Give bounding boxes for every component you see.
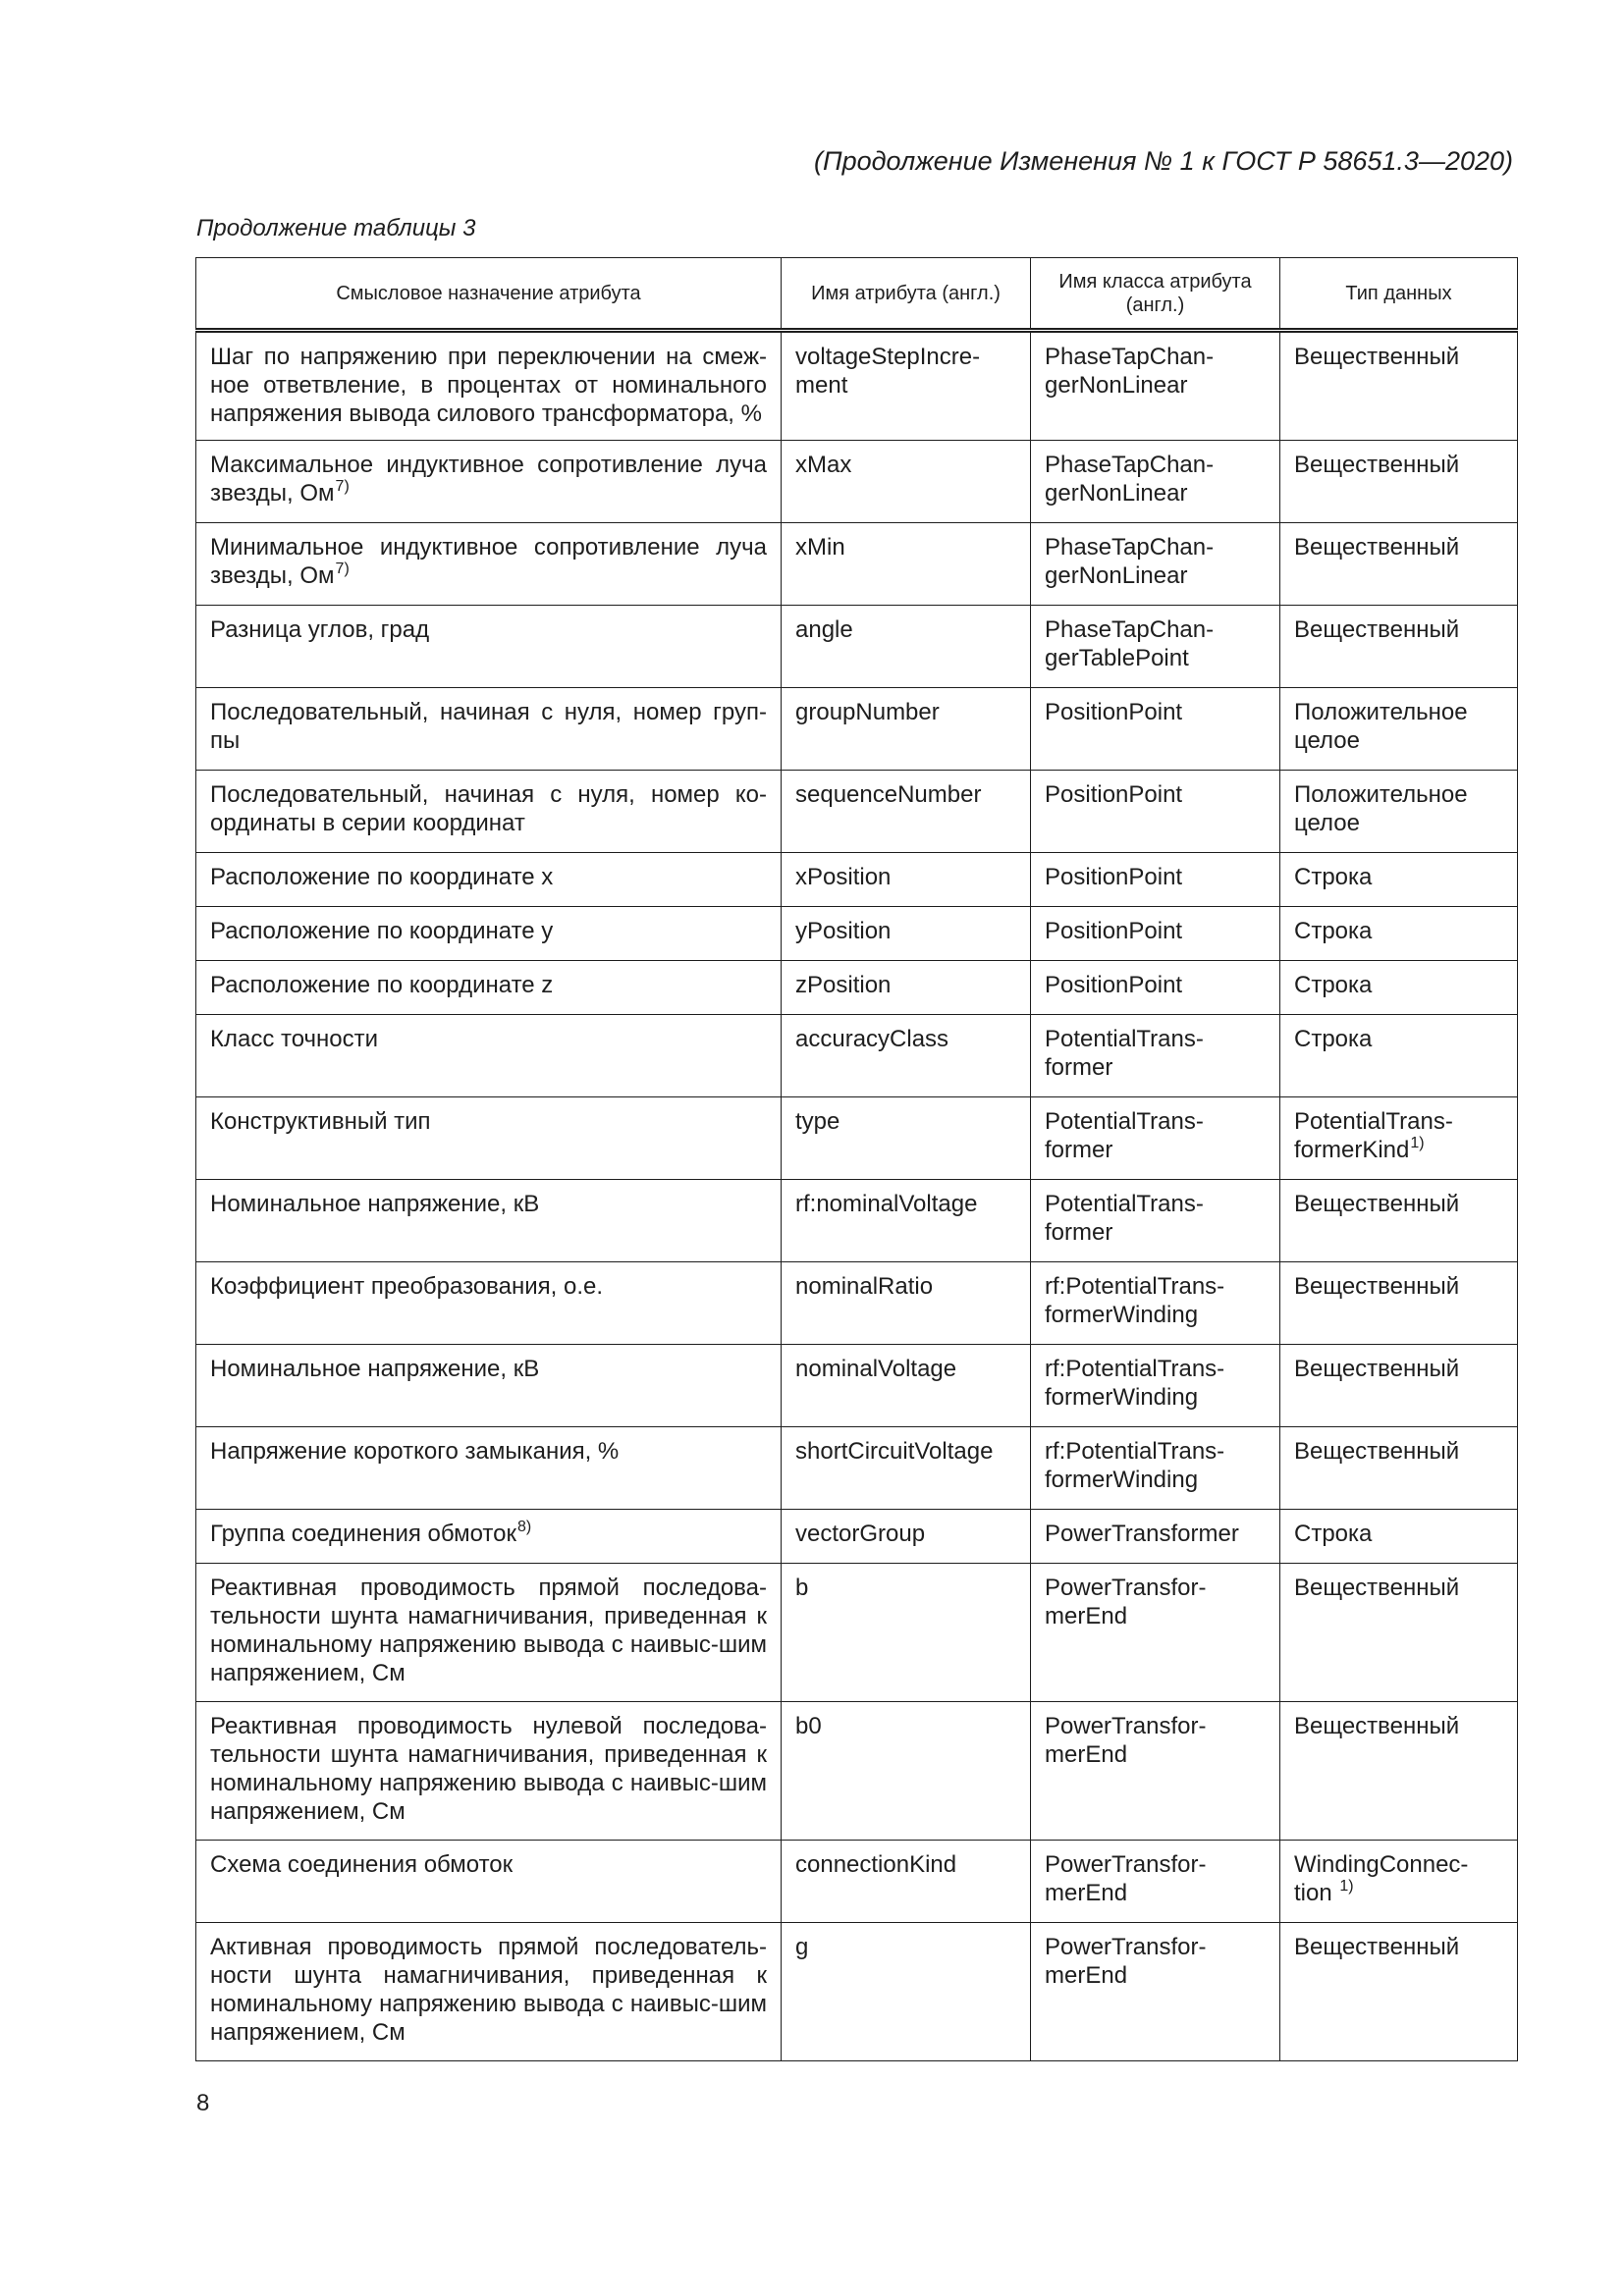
cell-attribute-class: [1031, 907, 1280, 961]
cell-description-text: Расположение по координате y: [210, 918, 554, 944]
cell-attribute-class-text: PotentialTrans-former: [1045, 1108, 1204, 1163]
cell-attribute-name-text: xMin: [795, 534, 845, 561]
cell-attribute-class: [1031, 1564, 1280, 1702]
table-row: [196, 688, 1518, 771]
table-row: [196, 441, 1518, 523]
cell-data-type: [1280, 1923, 1518, 2061]
cell-data-type-text: Вещественный: [1294, 1575, 1460, 1601]
column-header-attribute-name: Имя атрибута (англ.): [782, 258, 1031, 331]
cell-attribute-class-text: PowerTransformer: [1045, 1521, 1239, 1547]
column-header-description: Смысловое назначение атрибута: [196, 258, 782, 331]
table-row: [196, 523, 1518, 606]
cell-attribute-name: [782, 1923, 1031, 2061]
cell-data-type: [1280, 907, 1518, 961]
table-body: [196, 331, 1518, 2061]
cell-description-text: Номинальное напряжение, кВ: [210, 1191, 540, 1217]
footnote-marker: 8): [516, 1519, 532, 1535]
cell-attribute-name-text: accuracyClass: [795, 1026, 949, 1052]
cell-attribute-name: [782, 606, 1031, 688]
cell-attribute-class-text: PotentialTrans-former: [1045, 1026, 1204, 1081]
cell-description: [196, 1180, 782, 1262]
cell-description-text: Конструктивный тип: [210, 1108, 431, 1135]
cell-attribute-class: [1031, 523, 1280, 606]
cell-attribute-class-text: PowerTransfor-merEnd: [1045, 1713, 1207, 1768]
attributes-table: [195, 257, 1518, 2061]
table-row: [196, 961, 1518, 1015]
cell-description: [196, 1262, 782, 1345]
cell-attribute-name-text: type: [795, 1108, 840, 1135]
cell-description: [196, 1510, 782, 1564]
footnote-marker: 1): [1339, 1878, 1354, 1895]
cell-attribute-class: [1031, 1097, 1280, 1180]
cell-attribute-name: [782, 1180, 1031, 1262]
cell-attribute-name-text: groupNumber: [795, 699, 940, 725]
cell-attribute-name: [782, 1427, 1031, 1510]
cell-attribute-name-text: connectionKind: [795, 1851, 957, 1878]
cell-attribute-name: [782, 1564, 1031, 1702]
footnote-marker: 7): [335, 478, 350, 495]
cell-description-text: Класс точности: [210, 1026, 379, 1052]
cell-data-type: [1280, 1427, 1518, 1510]
cell-description-text: Реактивная проводимость прямой последова-тельности шунта намагничивания, приведенная к номинальному напряжению вывода с наивыс-шим напряжением, См: [210, 1575, 767, 1686]
table-row: [196, 907, 1518, 961]
cell-data-type-text: Положительное целое: [1294, 699, 1468, 754]
cell-data-type-text: PotentialTrans-formerKind: [1294, 1108, 1453, 1163]
cell-description: [196, 1097, 782, 1180]
cell-data-type: [1280, 1015, 1518, 1097]
cell-attribute-name: [782, 1345, 1031, 1427]
table-row: [196, 1180, 1518, 1262]
cell-attribute-class-text: PowerTransfor-merEnd: [1045, 1575, 1207, 1629]
cell-data-type: [1280, 606, 1518, 688]
cell-attribute-class-text: rf:PotentialTrans-formerWinding: [1045, 1273, 1225, 1328]
table-row: [196, 1262, 1518, 1345]
cell-attribute-class: [1031, 1262, 1280, 1345]
cell-description-text: Активная проводимость прямой последователь-ности шунта намагничивания, приведенная к номинальному напряжению вывода с наивыс-шим напряжением, См: [210, 1934, 767, 2046]
cell-description-text: Номинальное напряжение, кВ: [210, 1356, 540, 1382]
cell-description-text: Разница углов, град: [210, 616, 430, 643]
cell-attribute-name-text: shortCircuitVoltage: [795, 1438, 994, 1465]
cell-attribute-name-text: angle: [795, 616, 853, 643]
cell-data-type-text: Вещественный: [1294, 344, 1460, 370]
cell-description: [196, 907, 782, 961]
cell-data-type-text: Вещественный: [1294, 1438, 1460, 1465]
cell-attribute-name: [782, 523, 1031, 606]
cell-description-text: Расположение по координате z: [210, 972, 554, 998]
cell-description-text: Напряжение короткого замыкания, %: [210, 1438, 620, 1465]
cell-attribute-class: [1031, 606, 1280, 688]
cell-attribute-class-text: PowerTransfor-merEnd: [1045, 1934, 1207, 1989]
cell-description: [196, 606, 782, 688]
cell-description: [196, 1702, 782, 1841]
cell-attribute-name: [782, 1702, 1031, 1841]
cell-data-type: [1280, 771, 1518, 853]
cell-attribute-class: [1031, 1180, 1280, 1262]
cell-data-type: [1280, 441, 1518, 523]
cell-attribute-name-text: xMax: [795, 452, 852, 478]
table-row: [196, 1015, 1518, 1097]
cell-attribute-class-text: PositionPoint: [1045, 918, 1183, 944]
cell-attribute-name: [782, 441, 1031, 523]
cell-attribute-class-text: PositionPoint: [1045, 781, 1183, 808]
cell-attribute-name: [782, 853, 1031, 907]
cell-attribute-class: [1031, 1345, 1280, 1427]
cell-attribute-class-text: PhaseTapChan-gerTablePoint: [1045, 616, 1215, 671]
footnote-marker: 7): [335, 561, 350, 577]
cell-description: [196, 961, 782, 1015]
cell-attribute-name-text: yPosition: [795, 918, 892, 944]
cell-attribute-name: [782, 1097, 1031, 1180]
cell-description: [196, 853, 782, 907]
cell-data-type: [1280, 1262, 1518, 1345]
cell-data-type: [1280, 688, 1518, 771]
cell-attribute-class-text: PhaseTapChan-gerNonLinear: [1045, 344, 1215, 399]
cell-description-text: Расположение по координате x: [210, 864, 554, 890]
cell-description: [196, 331, 782, 441]
cell-attribute-class: [1031, 853, 1280, 907]
cell-description-text: Реактивная проводимость нулевой последова-тельности шунта намагничивания, приведенная к номинальному напряжению вывода с наивыс-шим напряжением, См: [210, 1713, 767, 1825]
cell-attribute-name-text: vectorGroup: [795, 1521, 926, 1547]
cell-data-type-text: Вещественный: [1294, 616, 1460, 643]
cell-attribute-name-text: rf:nominalVoltage: [795, 1191, 978, 1217]
cell-data-type-text: Строка: [1294, 1521, 1373, 1547]
cell-description-text: Максимальное индуктивное сопротивление луча звезды, Ом: [210, 452, 767, 507]
cell-description: [196, 1923, 782, 2061]
cell-attribute-name-text: sequenceNumber: [795, 781, 982, 808]
cell-data-type-text: Строка: [1294, 972, 1373, 998]
table-row: [196, 853, 1518, 907]
cell-attribute-class-text: PositionPoint: [1045, 864, 1183, 890]
cell-data-type: [1280, 1841, 1518, 1923]
cell-data-type: [1280, 1180, 1518, 1262]
cell-description-text: Шаг по напряжению при переключении на смеж-ное ответвление, в процентах от номинального напряжения вывода силового трансформатора, %: [210, 344, 767, 427]
cell-data-type-text: Строка: [1294, 1026, 1373, 1052]
cell-attribute-class: [1031, 1923, 1280, 2061]
cell-description: [196, 1427, 782, 1510]
cell-attribute-name: [782, 961, 1031, 1015]
cell-description-text: Коэффициент преобразования, о.е.: [210, 1273, 604, 1300]
cell-data-type: [1280, 331, 1518, 441]
cell-data-type-text: Вещественный: [1294, 1713, 1460, 1739]
cell-attribute-class-text: rf:PotentialTrans-formerWinding: [1045, 1356, 1225, 1411]
cell-description-text: Последовательный, начиная с нуля, номер ко-ординаты в серии координат: [210, 781, 767, 836]
cell-attribute-class: [1031, 688, 1280, 771]
cell-data-type: [1280, 1097, 1518, 1180]
cell-attribute-class-text: PhaseTapChan-gerNonLinear: [1045, 534, 1215, 589]
cell-attribute-name-text: b: [795, 1575, 809, 1601]
cell-data-type-text: Вещественный: [1294, 1191, 1460, 1217]
cell-attribute-class-text: PositionPoint: [1045, 972, 1183, 998]
cell-attribute-class: [1031, 1427, 1280, 1510]
cell-description: [196, 1841, 782, 1923]
cell-data-type: [1280, 1702, 1518, 1841]
column-header-data-type: Тип данных: [1280, 258, 1518, 331]
column-header-attribute-class: Имя класса атрибута (англ.): [1031, 258, 1280, 331]
document-header: (Продолжение Изменения № 1 к ГОСТ Р 58651.3—2020): [814, 146, 1513, 176]
cell-attribute-name-text: xPosition: [795, 864, 892, 890]
cell-description: [196, 441, 782, 523]
cell-data-type: [1280, 961, 1518, 1015]
cell-attribute-name: [782, 1262, 1031, 1345]
cell-attribute-class: [1031, 1841, 1280, 1923]
cell-attribute-name: [782, 1510, 1031, 1564]
cell-description: [196, 1564, 782, 1702]
cell-attribute-name-text: zPosition: [795, 972, 892, 998]
cell-description: [196, 1015, 782, 1097]
cell-attribute-class: [1031, 1015, 1280, 1097]
cell-attribute-name-text: g: [795, 1934, 809, 1960]
cell-attribute-class: [1031, 771, 1280, 853]
cell-data-type-text: WindingConnec-tion: [1294, 1851, 1469, 1906]
cell-attribute-class-text: PowerTransfor-merEnd: [1045, 1851, 1207, 1906]
cell-description: [196, 523, 782, 606]
cell-attribute-name: [782, 771, 1031, 853]
cell-attribute-name-text: voltageStepIncre-ment: [795, 344, 981, 399]
cell-attribute-name: [782, 907, 1031, 961]
cell-data-type: [1280, 1510, 1518, 1564]
cell-data-type-text: Строка: [1294, 864, 1373, 890]
cell-data-type: [1280, 1564, 1518, 1702]
table-row: [196, 1510, 1518, 1564]
footnote-marker: 1): [1410, 1135, 1425, 1151]
cell-description-text: Минимальное индуктивное сопротивление луча звезды, Ом: [210, 534, 767, 589]
cell-description: [196, 771, 782, 853]
cell-description: [196, 688, 782, 771]
cell-attribute-class-text: PositionPoint: [1045, 699, 1183, 725]
table-row: [196, 1923, 1518, 2061]
cell-data-type-text: Положительное целое: [1294, 781, 1468, 836]
cell-attribute-class: [1031, 1510, 1280, 1564]
cell-description-text: Схема соединения обмоток: [210, 1851, 514, 1878]
table-row: [196, 1702, 1518, 1841]
cell-data-type-text: Вещественный: [1294, 1934, 1460, 1960]
cell-data-type-text: Вещественный: [1294, 452, 1460, 478]
table-row: [196, 1564, 1518, 1702]
cell-attribute-class: [1031, 961, 1280, 1015]
cell-attribute-name-text: nominalVoltage: [795, 1356, 957, 1382]
cell-attribute-class: [1031, 331, 1280, 441]
cell-data-type-text: Вещественный: [1294, 1356, 1460, 1382]
table-row: [196, 1097, 1518, 1180]
cell-attribute-name-text: nominalRatio: [795, 1273, 934, 1300]
cell-attribute-name: [782, 1841, 1031, 1923]
cell-attribute-class-text: PotentialTrans-former: [1045, 1191, 1204, 1246]
cell-description-text: Последовательный, начиная с нуля, номер груп-пы: [210, 699, 767, 754]
cell-attribute-class: [1031, 441, 1280, 523]
table-header-row: [196, 258, 1518, 331]
cell-data-type-text: Строка: [1294, 918, 1373, 944]
cell-data-type-text: Вещественный: [1294, 534, 1460, 561]
table-row: [196, 1841, 1518, 1923]
cell-attribute-class: [1031, 1702, 1280, 1841]
cell-attribute-name: [782, 1015, 1031, 1097]
table-row: [196, 1345, 1518, 1427]
cell-description-text: Группа соединения обмоток: [210, 1521, 516, 1547]
table-row: [196, 1427, 1518, 1510]
table-row: [196, 606, 1518, 688]
cell-description: [196, 1345, 782, 1427]
page-number: 8: [196, 2090, 210, 2116]
cell-data-type-text: Вещественный: [1294, 1273, 1460, 1300]
table-row: [196, 331, 1518, 441]
cell-data-type: [1280, 853, 1518, 907]
cell-attribute-name: [782, 688, 1031, 771]
cell-attribute-class-text: PhaseTapChan-gerNonLinear: [1045, 452, 1215, 507]
table-caption: Продолжение таблицы 3: [196, 215, 476, 241]
cell-attribute-name: [782, 331, 1031, 441]
table-row: [196, 771, 1518, 853]
cell-attribute-name-text: b0: [795, 1713, 822, 1739]
cell-data-type: [1280, 1345, 1518, 1427]
cell-attribute-class-text: rf:PotentialTrans-formerWinding: [1045, 1438, 1225, 1493]
cell-data-type: [1280, 523, 1518, 606]
